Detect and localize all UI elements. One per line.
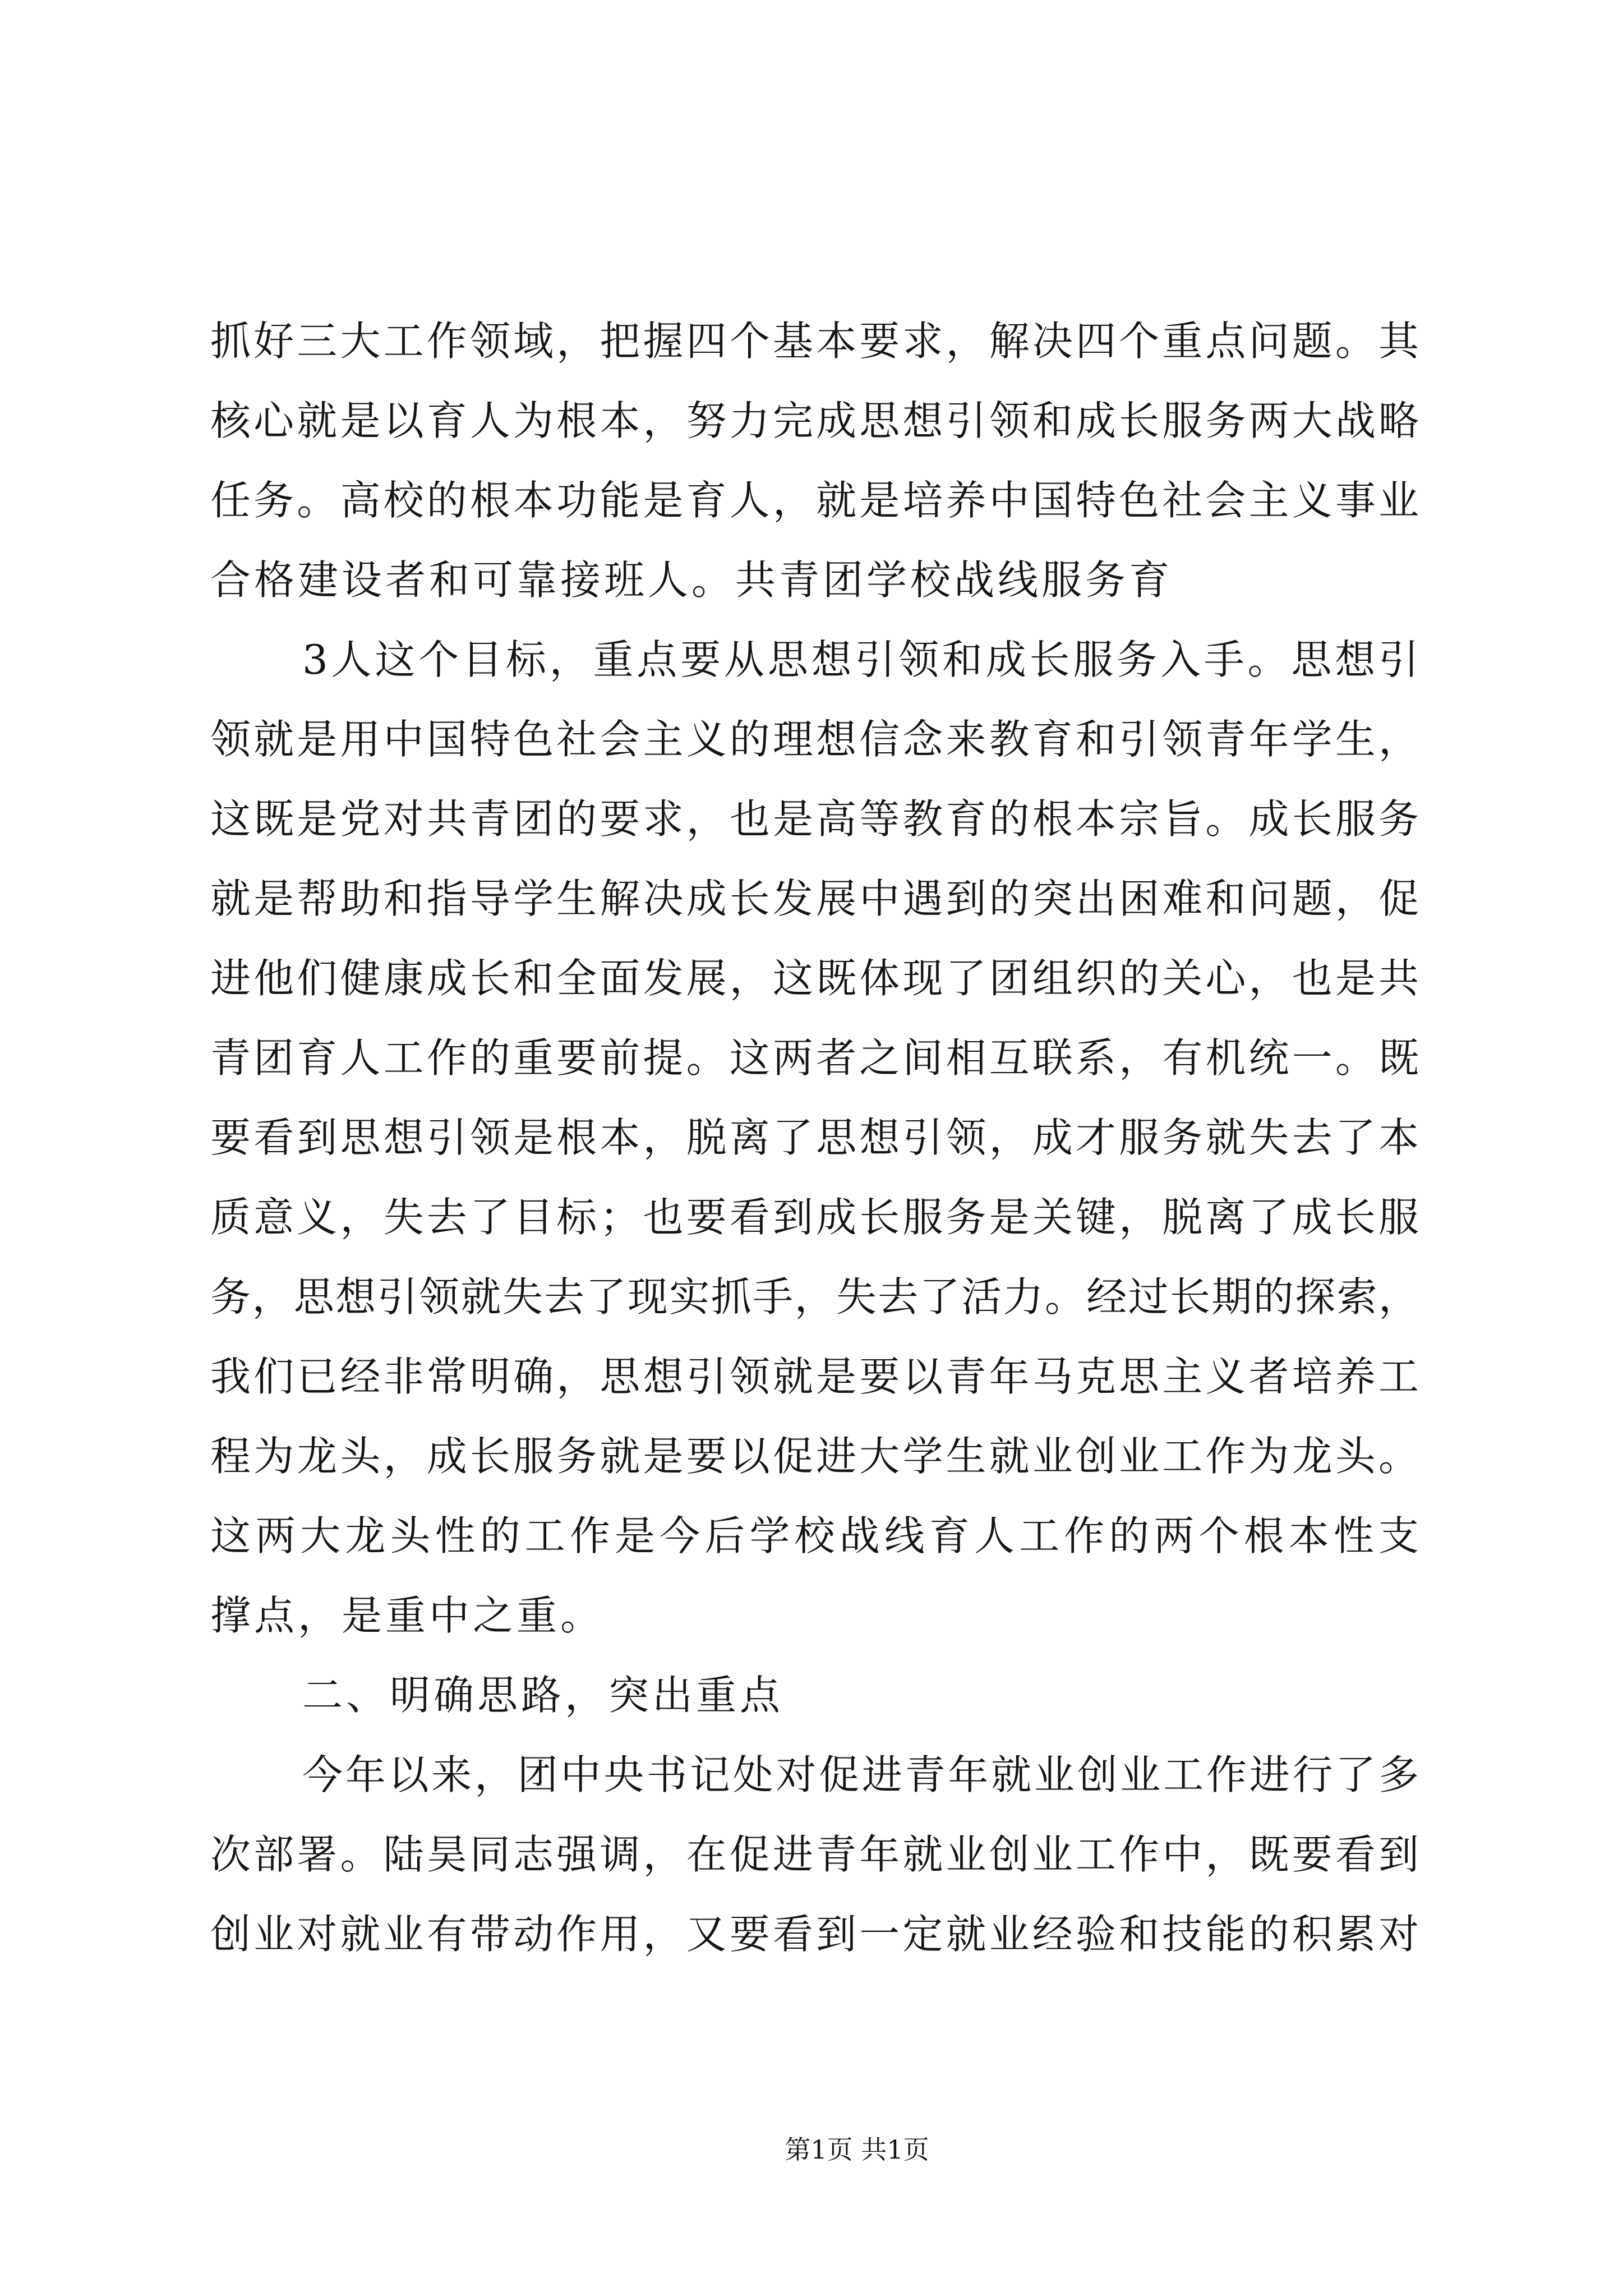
- body-text-line: 抓好三大工作领域，把握四个基本要求，解决四个重点问题。其: [210, 318, 1419, 365]
- body-text-line: 这既是党对共青团的要求，也是高等教育的根本宗旨。成长服务: [210, 795, 1419, 843]
- body-text-line: 合格建设者和可靠接班人。共青团学校战线服务育: [210, 556, 1173, 604]
- page-number-footer: 第1页 共1页: [785, 2134, 929, 2165]
- body-text-line: 程为龙头，成长服务就是要以促进大学生就业创业工作为龙头。: [210, 1433, 1419, 1480]
- body-text-line: 青团育人工作的重要前提。这两者之间相互联系，有机统一。既: [210, 1034, 1419, 1082]
- body-text-line: 就是帮助和指导学生解决成长发展中遇到的突出困难和问题，促: [210, 875, 1419, 922]
- body-text-line: 撑点，是重中之重。: [210, 1592, 605, 1639]
- body-text-line: 我们已经非常明确，思想引领就是要以青年马克思主义者培养工: [210, 1353, 1419, 1400]
- body-text-line: 领就是用中国特色社会主义的理想信念来教育和引领青年学生，: [210, 716, 1419, 763]
- body-text-line: 要看到思想引领是根本，脱离了思想引领，成才服务就失去了本: [210, 1114, 1419, 1161]
- body-text-line: 进他们健康成长和全面发展，这既体现了团组织的关心，也是共: [210, 955, 1419, 1002]
- body-text-line: 3人这个目标，重点要从思想引领和成长服务入手。思想引: [302, 636, 1419, 683]
- body-text-line: 今年以来，团中央书记处对促进青年就业创业工作进行了多: [302, 1751, 1419, 1798]
- body-text-line: 质意义，失去了目标；也要看到成长服务是关键，脱离了成长服: [210, 1194, 1419, 1241]
- body-text-line: 任务。高校的根本功能是育人，就是培养中国特色社会主义事业: [210, 477, 1419, 524]
- body-text-line: 核心就是以育人为根本，努力完成思想引领和成长服务两大战略: [210, 397, 1419, 444]
- body-text-line: 这两大龙头性的工作是今后学校战线育人工作的两个根本性支: [210, 1512, 1419, 1559]
- body-text-line: 次部署。陆昊同志强调，在促进青年就业创业工作中，既要看到: [210, 1831, 1419, 1878]
- body-text-line: 务，思想引领就失去了现实抓手，失去了活力。经过长期的探索，: [210, 1273, 1419, 1320]
- section-heading: 二、明确思路，突出重点: [302, 1672, 784, 1719]
- body-text-line: 创业对就业有带动作用，又要看到一定就业经验和技能的积累对: [210, 1911, 1419, 1958]
- body-text: [210, 301, 1419, 1974]
